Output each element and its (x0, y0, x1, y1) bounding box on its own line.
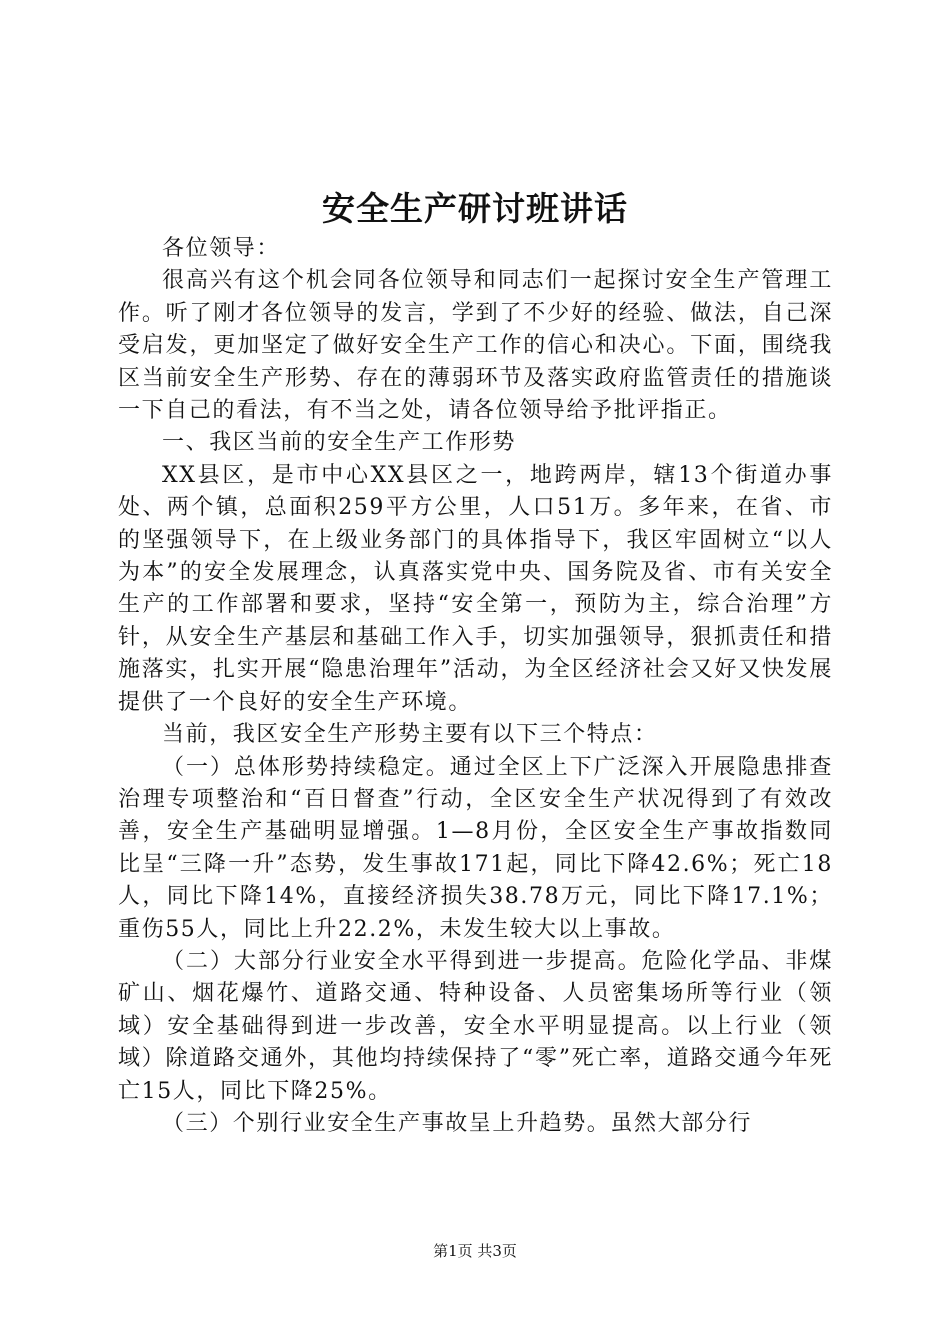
paragraph-features: 当前，我区安全生产形势主要有以下三个特点： (162, 722, 658, 748)
section-heading: 一、我区当前的安全生产工作形势 (162, 430, 517, 456)
paragraph-point-3: （三）个别行业安全生产事故呈上升趋势。虽然大部分行 (162, 1110, 753, 1136)
paragraph-point-1: （一）总体形势持续稳定。通过全区上下广泛深入开展隐患排查治理专项整治和“百日督查”行动，全区安全生产状况得到了有效改善，安全生产基础明显增强。1—8月份，全区安全生产事故指数同比呈“三降一升”态势，发生事故171起，同比下降42.6%；死亡18人，同比下降14%，直接经济损失38.78万元，同比下降17.1%；重伤55人，同比上升22.2%，未发生较大以上事故。 (118, 754, 833, 942)
paragraph-intro: 很高兴有这个机会同各位领导和同志们一起探讨安全生产管理工作。听了刚才各位领导的发言，学到了不少好的经验、做法，自己深受启发，更加坚定了做好安全生产工作的信心和决心。下面，围绕我区当前安全生产形势、存在的薄弱环节及落实政府监管责任的措施谈一下自己的看法，有不当之处，请各位领导给予批评指正。 (118, 268, 833, 424)
salutation: 各位领导： (162, 236, 281, 261)
document-title: 安全生产研讨班讲话 (322, 189, 628, 228)
paragraph-point-2: （二）大部分行业安全水平得到进一步提高。危险化学品、非煤矿山、烟花爆竹、道路交通、特种设备、人员密集场所等行业（领域）安全基础得到进一步改善，安全水平明显提高。以上行业（领域）除道路交通外，其他均持续保持了“零”死亡率，道路交通今年死亡15人，同比下降25%。 (118, 948, 833, 1104)
paragraph-district: XX县区，是市中心XX县区之一，地跨两岸，辖13个街道办事处、两个镇，总面积259平方公里，人口51万。多年来，在省、市的坚强领导下，在上级业务部门的具体指导下，我区牢固树立“以人为本”的安全发展理念，认真落实党中央、国务院及省、市有关安全生产的工作部署和要求，坚持“安全第一，预防为主，综合治理”方针，从安全生产基层和基础工作入手，切实加强领导，狠抓责任和措施落实，扎实开展“隐患治理年”活动，为全区经济社会又好又快发展提供了一个良好的安全生产环境。 (118, 462, 833, 715)
page-footer: 第1页 共3页 (433, 1242, 517, 1260)
document-body (118, 233, 833, 1140)
